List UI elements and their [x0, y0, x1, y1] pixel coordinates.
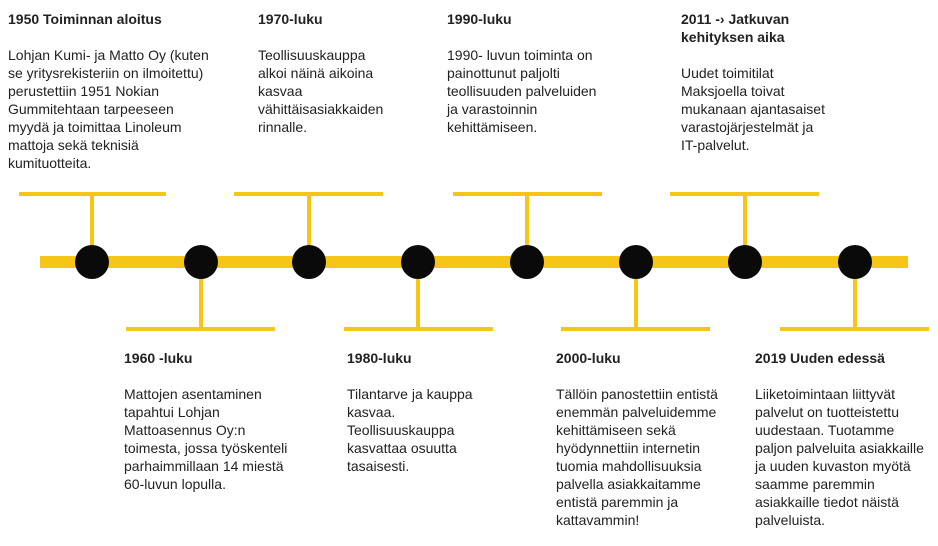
milestone-dot-1960	[184, 245, 218, 279]
era-1960-description: Mattojen asentaminen tapahtui Lohjan Mattoasennus Oy:n toimesta, jossa työskenteli parhaimmillaan 14 miestä 60-luvun lopulla.	[124, 386, 288, 492]
milestone-dot-1970	[292, 245, 326, 279]
era-1970-title: 1970-luku	[258, 11, 323, 27]
era-1960	[124, 349, 334, 493]
era-1950-title: 1950 Toiminnan aloitus	[8, 11, 162, 27]
era-1970-description: Teollisuuskauppa alkoi näinä aikoina kasvaa vähittäisasiakkaiden rinnalle.	[258, 47, 384, 135]
era-1950	[8, 10, 218, 172]
era-1970	[258, 10, 468, 136]
era-2011-title: 2011 -› Jatkuvan kehityksen aika	[681, 11, 790, 45]
era-2000	[556, 349, 766, 529]
era-1980-title: 1980-luku	[347, 350, 412, 366]
era-1990	[447, 10, 657, 136]
era-1980-description: Tilantarve ja kauppa kasvaa. Teollisuuskauppa kasvattaa osuutta tasaisesti.	[347, 386, 473, 474]
timeline-axis	[40, 256, 908, 268]
era-1990-title: 1990-luku	[447, 11, 512, 27]
era-2019	[755, 349, 938, 529]
era-1980	[347, 349, 557, 475]
milestone-dot-2011	[728, 245, 762, 279]
milestone-dot-1980	[401, 245, 435, 279]
era-2019-description: Liiketoimintaan liittyvät palvelut on tuotteistettu uudestaan. Tuotamme paljon palveluita asiakkaille ja uuden kuvaston myötä saamme paremmin asiakkaille tiedot näistä palveluista.	[755, 386, 924, 528]
milestone-dot-2019	[838, 245, 872, 279]
milestone-dot-1990	[510, 245, 544, 279]
era-2011	[681, 10, 891, 154]
era-2011-description: Uudet toimitilat Maksjoella toivat mukanaan ajantasaiset varastojärjestelmät ja IT-palvelut.	[681, 65, 825, 153]
era-1990-description: 1990- luvun toiminta on painottunut paljolti teollisuuden palveluiden ja varastoinnin kehittämiseen.	[447, 47, 597, 135]
era-1950-description: Lohjan Kumi- ja Matto Oy (kuten se yritysrekisteriin on ilmoitettu) perustettiin 1951 Nokian Gummitehtaan tarpeeseen myydä ja toimittaa Linoleum mattoja sekä teknisiä kumituotteita.	[8, 47, 209, 171]
era-2000-title: 2000-luku	[556, 350, 621, 366]
milestone-dot-1950	[75, 245, 109, 279]
milestone-dot-2000	[619, 245, 653, 279]
era-2000-description: Tällöin panostettiin entistä enemmän palveluidemme kehittämiseen sekä hyödynnettiin internetin tuomia mahdollisuuksia palvella asiakkaitamme entistä paremmin ja kattavammin!	[556, 386, 718, 528]
era-1960-title: 1960 -luku	[124, 350, 193, 366]
era-2019-title: 2019 Uuden edessä	[755, 350, 885, 366]
